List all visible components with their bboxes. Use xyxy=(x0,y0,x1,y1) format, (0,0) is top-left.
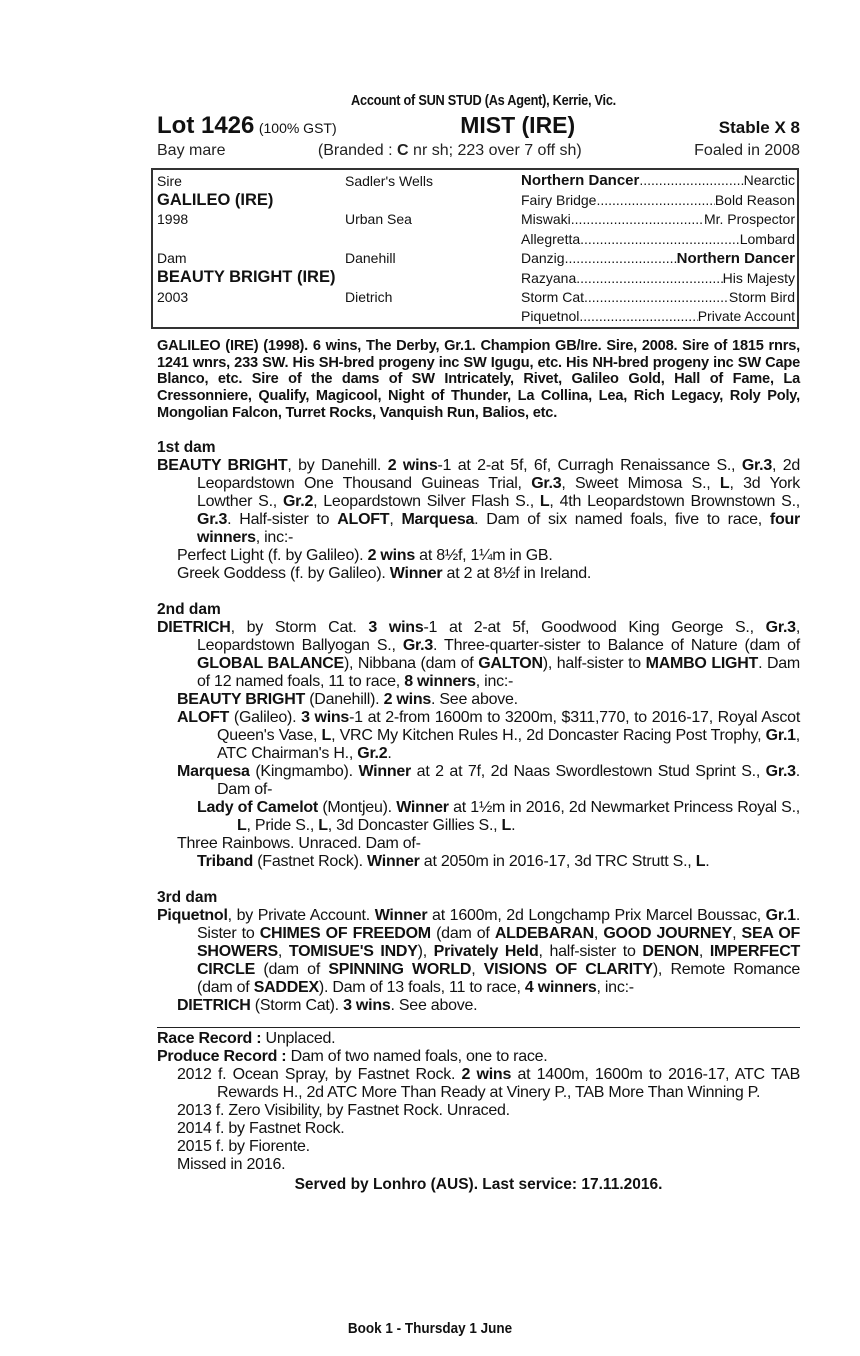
pedigree-col3 xyxy=(521,192,795,208)
bold-run: SADDEX xyxy=(253,979,319,997)
ancestor-right: His Majesty xyxy=(722,269,795,286)
pedigree-paragraph xyxy=(157,1066,800,1102)
bold-run: Marquesa xyxy=(401,511,475,529)
pedigree-row xyxy=(157,287,795,306)
ancestor-right: Private Account xyxy=(697,308,795,325)
text-run: (dam of xyxy=(255,961,329,979)
pedigree-col3 xyxy=(521,250,795,267)
bold-run: Privately Held xyxy=(433,943,539,961)
ancestor-right: Mr. Prospector xyxy=(703,211,795,228)
pedigree-paragraph xyxy=(157,853,800,871)
text-run: ), Remote Romance (dam of xyxy=(197,961,801,997)
pedigree-col1: GALILEO (IRE) xyxy=(157,190,274,209)
sire-summary: GALILEO (IRE) (1998). 6 wins, The Derby, Gr.1. Champion GB/Ire. Sire, 2008. Sire of 1815 rnrs, 1241 wnrs, 233 SW. His SH-bred progeny inc SW Igugu, etc. His NH-bred progeny inc SW Cape Blanco, etc. Sire of the dams of SW Intricately, Rivet, Galileo Gold, Hall of Fame, La Cressonniere, Qualify, Magicool, Night of Thunder, La Collina, Lea, Rich Legacy, Roly Poly, Mongolian Falcon, Turret Rocks, Vanquish Run, Balios, etc. xyxy=(157,338,800,421)
lot-number xyxy=(157,112,337,140)
dot-leader xyxy=(596,192,714,208)
vendor-account: Account of SUN STUD (As Agent), Kerrie, Vic. xyxy=(351,93,616,109)
text-run: . xyxy=(387,745,392,763)
text-run: , Pride S., xyxy=(246,817,319,835)
text-run: , 2d Leopardstown One Thousand Guineas Trial, xyxy=(197,457,801,493)
ancestor-left: Danzig xyxy=(521,249,565,266)
pedigree-paragraph xyxy=(157,1048,800,1066)
bold-run: 2 wins xyxy=(383,691,431,709)
dot-leader xyxy=(571,211,704,227)
bold-run: DIETRICH xyxy=(157,619,231,637)
text-run: . Dam of six named foals, five to race, xyxy=(474,511,770,529)
ancestor-right: Northern Dancer xyxy=(676,249,795,267)
ancestor-left: Allegretta xyxy=(521,230,581,247)
pedigree-col3 xyxy=(521,308,795,324)
divider xyxy=(157,1027,800,1028)
pedigree-paragraph xyxy=(157,1030,800,1048)
text-run: Unplaced. xyxy=(265,1030,336,1048)
served-by: Served by Lonhro (AUS). Last service: 17.11.2016. xyxy=(294,1176,663,1194)
ancestor-left: Razyana xyxy=(521,269,577,286)
text-run: at 2050m in 2016-17, 3d TRC Strutt S., xyxy=(419,853,696,871)
pedigree-col1: BEAUTY BRIGHT (IRE) xyxy=(157,268,336,287)
bold-run: BEAUTY BRIGHT xyxy=(157,457,288,475)
text-run: Perfect Light (f. by Galileo). xyxy=(177,547,368,565)
ancestor-right: Bold Reason xyxy=(714,192,795,209)
pedigree-row xyxy=(157,268,795,287)
bold-run: L xyxy=(321,727,332,745)
text-run: , Leopardstown Silver Flash S., xyxy=(313,493,540,511)
bold-run: VISIONS OF CLARITY xyxy=(483,961,653,979)
foaled-year: Foaled in 2008 xyxy=(694,142,800,159)
text-run: . See above. xyxy=(390,997,478,1015)
pedigree-col2: Dietrich xyxy=(345,289,393,306)
bold-run: 4 winners xyxy=(524,979,597,997)
text-run: ). Dam of 13 foals, 11 to race, xyxy=(318,979,525,997)
ancestor-right: Lombard xyxy=(739,230,795,247)
dam-section xyxy=(157,889,800,1015)
bold-run: L xyxy=(237,817,247,835)
brand xyxy=(318,141,582,160)
bold-run: MAMBO LIGHT xyxy=(645,655,759,673)
pedigree-paragraph xyxy=(157,691,800,709)
text-run: , Sweet Mimosa S., xyxy=(561,475,720,493)
lot-line xyxy=(157,112,800,140)
text-run: at 1½m in 2016, 2d Newmarket Princess Royal S., xyxy=(448,799,800,817)
bold-run: GLOBAL BALANCE xyxy=(197,655,344,673)
bold-run: CHIMES OF FREEDOM xyxy=(259,925,431,943)
bold-run: Winner xyxy=(374,907,428,925)
text-run: . xyxy=(705,853,710,871)
text-run: , xyxy=(698,943,710,961)
bold-run: Winner xyxy=(367,853,420,871)
pedigree-row xyxy=(157,249,795,268)
pedigree-row xyxy=(157,190,795,209)
bold-run: BEAUTY BRIGHT xyxy=(177,691,306,709)
bold-run: SPINNING WORLD xyxy=(328,961,472,979)
text-run: , ATC Chairman's H., xyxy=(217,727,800,763)
brand-suffix: nr sh; 223 over 7 off sh) xyxy=(408,142,582,159)
text-run: (Fastnet Rock). xyxy=(253,853,368,871)
pedigree-col3 xyxy=(521,270,795,286)
bold-run: Gr.3 xyxy=(741,457,772,475)
pedigree-paragraph xyxy=(157,1138,800,1156)
text-run: (dam of xyxy=(430,925,495,943)
text-run: (Kingmambo). xyxy=(249,763,359,781)
pedigree-paragraph xyxy=(157,547,800,565)
bold-run: Gr.3 xyxy=(765,619,796,637)
pedigree-paragraph xyxy=(157,907,800,997)
text-run: , xyxy=(471,961,484,979)
bold-run: four winners xyxy=(197,511,801,547)
dot-leader xyxy=(579,308,697,324)
dot-leader xyxy=(580,231,740,247)
stable-location: Stable X 8 xyxy=(718,118,800,137)
text-run: , by Storm Cat. xyxy=(230,619,369,637)
text-run: -1 at 2-at 5f, 6f, Curragh Renaissance S., xyxy=(437,457,742,475)
text-run: , inc:- xyxy=(255,529,294,547)
text-run: (Storm Cat). xyxy=(250,997,344,1015)
bold-run: Winner xyxy=(358,763,412,781)
text-run: at 2 at 7f, 2d Naas Swordlestown Stud Sprint S., xyxy=(411,763,766,781)
text-run: . Three-quarter-sister to Balance of Nature (dam of xyxy=(432,637,800,655)
text-run: . xyxy=(511,817,516,835)
pedigree-col3 xyxy=(521,172,795,189)
pedigree-col1: Dam xyxy=(157,250,187,267)
text-run: 2013 f. Zero Visibility, by Fastnet Rock. Unraced. xyxy=(177,1102,510,1120)
dot-leader xyxy=(565,250,677,267)
lot-label: Lot 1426 xyxy=(157,112,255,139)
text-run: . Dam of 12 named foals, 11 to race, xyxy=(197,655,800,691)
text-run: , 4th Leopardstown Brownstown S., xyxy=(549,493,800,511)
ancestor-right: Storm Bird xyxy=(728,289,795,306)
text-run: Missed in 2016. xyxy=(177,1156,286,1174)
section-heading: 3rd dam xyxy=(157,889,218,907)
text-run: . See above. xyxy=(430,691,518,709)
sex-colour: Bay mare xyxy=(157,142,226,159)
text-run: Dam of two named foals, one to race. xyxy=(290,1048,548,1066)
dam-section xyxy=(157,601,800,871)
text-run: (Montjeu). xyxy=(318,799,397,817)
ancestor-left: Storm Cat xyxy=(521,289,585,306)
text-run: , VRC My Kitchen Rules H., 2d Doncaster Racing Post Trophy, xyxy=(331,727,766,745)
text-run: , xyxy=(277,943,289,961)
pedigree-paragraph xyxy=(157,835,800,853)
dam-sections xyxy=(157,439,800,1015)
text-run: , 3d York Lowther S., xyxy=(197,475,801,511)
text-run: . Sister to xyxy=(197,907,801,943)
text-run: , xyxy=(732,925,742,943)
bold-run: Gr.3 xyxy=(765,763,796,781)
dot-leader xyxy=(639,172,743,189)
bold-run: Winner xyxy=(389,565,443,583)
text-run: . Half-sister to xyxy=(227,511,338,529)
bold-run: 2 wins xyxy=(387,457,438,475)
text-run: -1 at 2-at 5f, Goodwood King George S., xyxy=(423,619,766,637)
pedigree-paragraph xyxy=(157,565,800,583)
pedigree-paragraph xyxy=(157,1156,800,1174)
text-run: 2015 f. by Fiorente. xyxy=(177,1138,310,1156)
bold-run: L xyxy=(695,853,706,871)
pedigree-paragraph xyxy=(157,457,800,547)
text-run: , Leopardstown Ballyogan S., xyxy=(197,619,801,655)
text-run: 2014 f. by Fastnet Rock. xyxy=(177,1120,345,1138)
bold-run: DIETRICH xyxy=(177,997,251,1015)
pedigree-paragraph xyxy=(157,619,800,691)
bold-run: 3 wins xyxy=(301,709,350,727)
bold-run: Race Record : xyxy=(157,1030,266,1048)
records-section xyxy=(157,1030,800,1174)
text-run: (Danehill). xyxy=(305,691,384,709)
pedigree-col2: Sadler's Wells xyxy=(345,172,433,189)
text-run: Three Rainbows. Unraced. Dam of- xyxy=(177,835,421,853)
text-run: , 3d Doncaster Gillies S., xyxy=(327,817,502,835)
text-run: at 1600m, 2d Longchamp Prix Marcel Boussac, xyxy=(427,907,766,925)
bold-run: L xyxy=(539,493,550,511)
bold-run: L xyxy=(318,817,328,835)
text-run: , half-sister to xyxy=(538,943,643,961)
bold-run: Produce Record : xyxy=(157,1048,291,1066)
bold-run: Gr.3 xyxy=(402,637,433,655)
bold-run: Triband xyxy=(197,853,254,871)
pedigree-row xyxy=(157,210,795,229)
bold-run: IMPERFECT CIRCLE xyxy=(197,943,801,979)
pedigree-col2: Urban Sea xyxy=(345,211,412,228)
brand-mark: C xyxy=(397,142,409,159)
text-run: , xyxy=(389,511,402,529)
bold-run: SEA OF SHOWERS xyxy=(197,925,801,961)
text-run: -1 at 2-from 1600m to 3200m, $311,770, to 2016-17, Royal Ascot Queen's Vase, xyxy=(217,709,801,745)
bold-run: TOMISUE'S INDY xyxy=(288,943,418,961)
text-run: at 8½f, 1¼m in GB. xyxy=(414,547,553,565)
text-run: at 1400m, 1600m to 2016-17, ATC TAB Rewards H., 2d ATC More Than Ready at Vinery P., TAB More Than Winning P. xyxy=(217,1066,801,1102)
pedigree-col3 xyxy=(521,289,795,305)
pedigree-col3 xyxy=(521,211,795,227)
bold-run: Gr.3 xyxy=(531,475,562,493)
pedigree-table xyxy=(151,168,799,329)
pedigree-col3 xyxy=(521,231,795,247)
pedigree-col1: 1998 xyxy=(157,211,189,228)
horse-name: MIST (IRE) xyxy=(460,112,576,138)
pedigree-paragraph xyxy=(157,763,800,799)
dot-leader xyxy=(584,289,729,305)
pedigree-col1: 2003 xyxy=(157,289,189,306)
bold-run: Piquetnol xyxy=(157,907,228,925)
bold-run: GOOD JOURNEY xyxy=(603,925,733,943)
ancestor-left: Northern Dancer xyxy=(521,172,640,190)
horse-details xyxy=(157,141,800,160)
bold-run: Gr.1 xyxy=(765,907,796,925)
bold-run: ALOFT xyxy=(177,709,230,727)
bold-run: Gr.1 xyxy=(765,727,796,745)
ancestor-right: Nearctic xyxy=(743,172,795,189)
text-run: Greek Goddess (f. by Galileo). xyxy=(177,565,390,583)
pedigree-paragraph xyxy=(157,1102,800,1120)
bold-run: ALDEBARAN xyxy=(494,925,594,943)
text-run: at 2 at 8½f in Ireland. xyxy=(442,565,592,583)
text-run: 2012 f. Ocean Spray, by Fastnet Rock. xyxy=(177,1066,462,1084)
brand-prefix: (Branded : xyxy=(317,142,398,159)
pedigree-col1: Sire xyxy=(157,172,182,189)
text-run: (Galileo). xyxy=(229,709,302,727)
text-run: . Dam of- xyxy=(217,763,800,799)
text-run: , xyxy=(593,925,604,943)
pedigree-row xyxy=(157,307,795,326)
bold-run: Lady of Camelot xyxy=(197,799,318,817)
page-footer: Book 1 - Thursday 1 June xyxy=(347,1320,513,1337)
bold-run: Gr.2 xyxy=(282,493,314,511)
bold-run: 2 wins xyxy=(367,547,415,565)
ancestor-left: Piquetnol xyxy=(521,308,580,325)
bold-run: Gr.2 xyxy=(357,745,388,763)
catalogue-page xyxy=(157,92,800,1194)
dam-section xyxy=(157,439,800,583)
bold-run: GALTON xyxy=(478,655,543,673)
gst-note: (100% GST) xyxy=(258,120,337,136)
bold-run: 2 wins xyxy=(461,1066,512,1084)
section-heading: 1st dam xyxy=(157,439,216,457)
bold-run: 3 wins xyxy=(368,619,424,637)
bold-run: L xyxy=(719,475,730,493)
text-run: ), Nibbana (dam of xyxy=(343,655,479,673)
text-run: , by Private Account. xyxy=(227,907,375,925)
text-run: ), xyxy=(417,943,434,961)
pedigree-row xyxy=(157,229,795,248)
pedigree-paragraph xyxy=(157,997,800,1015)
text-run: , inc:- xyxy=(596,979,634,997)
bold-run: Gr.3 xyxy=(197,511,228,529)
bold-run: Marquesa xyxy=(177,763,250,781)
dot-leader xyxy=(576,270,722,286)
bold-run: ALOFT xyxy=(337,511,390,529)
bold-run: L xyxy=(501,817,512,835)
ancestor-left: Fairy Bridge xyxy=(521,192,597,209)
pedigree-paragraph xyxy=(157,1120,800,1138)
ancestor-left: Miswaki xyxy=(521,211,571,228)
bold-run: DENON xyxy=(642,943,699,961)
bold-run: Winner xyxy=(396,799,449,817)
pedigree-paragraph xyxy=(157,799,800,835)
bold-run: 3 wins xyxy=(343,997,391,1015)
text-run: , by Danehill. xyxy=(287,457,388,475)
pedigree-col2: Danehill xyxy=(345,250,396,267)
pedigree-row xyxy=(157,171,795,190)
pedigree-paragraph xyxy=(157,709,800,763)
section-heading: 2nd dam xyxy=(157,601,221,619)
text-run: ), half-sister to xyxy=(542,655,646,673)
text-run: , inc:- xyxy=(475,673,514,691)
bold-run: 8 winners xyxy=(404,673,476,691)
